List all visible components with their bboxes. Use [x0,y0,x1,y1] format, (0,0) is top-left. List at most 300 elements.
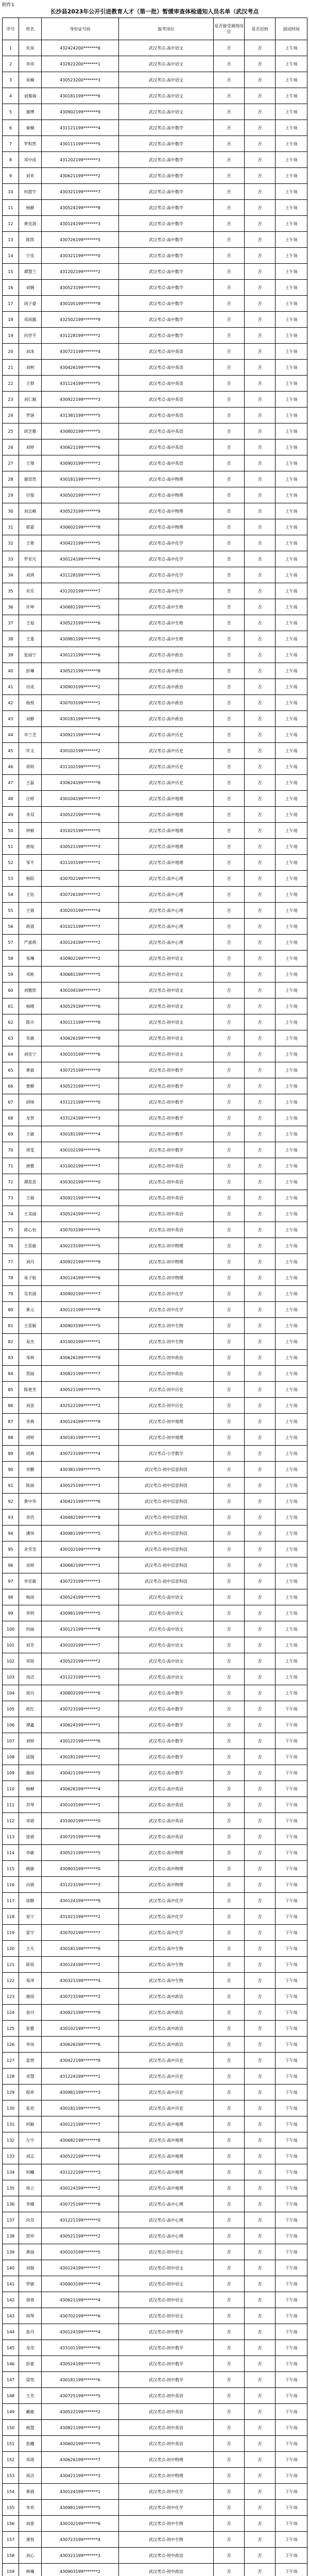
cell-interview-time: 上午场 [276,1190,307,1206]
cell-interview-time: 上午场 [276,775,307,791]
table-row [3,1781,307,1797]
cell-post: 武汉考点-高中物理 [119,487,214,503]
cell-id: 430321199*******0 [42,248,119,264]
table-row [3,1526,307,1541]
cell-interview-time: 下午场 [276,1861,307,1877]
cell-name: 邓倩 [19,1813,42,1829]
table-row [3,2084,307,2100]
cell-id: 430902199*******2 [42,951,119,967]
cell-name: 余雪莹 [19,1541,42,1557]
cell-id: 430725199*******6 [42,2196,119,2212]
cell-interview-time: 上午场 [276,1094,307,1110]
cell-no: 105 [3,1701,19,1717]
cell-name: 张曦 [19,2436,42,2452]
cell-interview-time: 下午场 [276,2037,307,2053]
cell-accept-adjust: 否 [214,1494,245,1510]
cell-post: 武汉考点-高中语文 [119,88,214,104]
cell-interview-time: 上午场 [276,1126,307,1142]
cell-accept-adjust: 否 [214,2324,245,2340]
cell-no: 146 [3,2356,19,2372]
cell-no: 22 [3,376,19,392]
table-row [3,2180,307,2196]
cell-accept-adjust: 否 [214,2148,245,2164]
cell-post: 武汉考点-高中英语 [119,360,214,376]
cell-name: 蒋倩 [19,919,42,935]
cell-id: 430725199*******8 [42,1829,119,1845]
cell-name: 黄佳润 [19,216,42,232]
cell-late: 否 [245,344,276,360]
cell-post: 武汉考点-初中信息科技 [119,1494,214,1510]
cell-interview-time: 上午场 [276,280,307,296]
cell-name: 易子航 [19,1270,42,1286]
cell-late: 否 [245,2164,276,2180]
cell-accept-adjust: 否 [214,168,245,184]
cell-no: 145 [3,2340,19,2356]
cell-interview-time: 上午场 [276,1621,307,1637]
cell-interview-time: 下午场 [276,2564,307,2576]
cell-name: 杨慧 [19,2420,42,2436]
cell-late: 否 [245,40,276,56]
cell-id: 430181199*******6 [42,2372,119,2388]
cell-post: 武汉考点-高中物理 [119,1877,214,1893]
header-late: 是否迟到 [245,18,276,40]
cell-late: 否 [245,1382,276,1398]
cell-no: 114 [3,1845,19,1861]
cell-no: 32 [3,535,19,551]
cell-accept-adjust: 否 [214,2564,245,2576]
attachment-label: 附件1 [2,3,14,8]
cell-id: 430723199*******3 [42,1573,119,1589]
cell-name: 潘伟 [19,1526,42,1541]
table-row [3,1190,307,1206]
cell-late: 否 [245,1254,276,1270]
cell-post: 武汉考点-高中地理 [119,2132,214,2148]
cell-no: 37 [3,615,19,631]
cell-late: 否 [245,1094,276,1110]
cell-interview-time: 上午场 [276,519,307,535]
cell-interview-time: 下午场 [276,2372,307,2388]
cell-late: 否 [245,503,276,519]
cell-post: 武汉考点-高中物理 [119,1845,214,1861]
cell-name: 陈凯 [19,232,42,248]
table-row [3,2340,307,2356]
cell-id: 430181199*******2 [42,1749,119,1765]
cell-accept-adjust: 否 [214,855,245,871]
cell-accept-adjust: 否 [214,280,245,296]
cell-name: 陈丽 [19,1478,42,1494]
cell-late: 否 [245,823,276,839]
cell-id: 430121199*******6 [42,647,119,663]
cell-post: 武汉考点-高中地理 [119,855,214,871]
cell-id: 430381199*******5 [42,1462,119,1478]
cell-no: 135 [3,2180,19,2196]
cell-name: 杨静 [19,200,42,216]
cell-name: 刘芳 [19,1637,42,1653]
cell-accept-adjust: 否 [214,2420,245,2436]
cell-late: 否 [245,2372,276,2388]
cell-id: 432424200*******6 [42,40,119,56]
cell-accept-adjust: 否 [214,1110,245,1126]
cell-post: 武汉考点-高中地理 [119,839,214,855]
cell-accept-adjust: 否 [214,1925,245,1941]
cell-interview-time: 上午场 [276,88,307,104]
cell-interview-time: 上午场 [276,1653,307,1669]
cell-no: 24 [3,408,19,423]
cell-accept-adjust: 否 [214,2021,245,2037]
cell-post: 武汉考点-高中生物 [119,1941,214,1957]
cell-accept-adjust: 否 [214,1350,245,1366]
table-row [3,408,307,423]
cell-name: 易楠 [19,72,42,88]
cell-name: 汤洁 [19,1669,42,1685]
cell-late: 否 [245,935,276,951]
cell-name: 向芬 [19,2212,42,2228]
cell-post: 武汉考点-高中地理 [119,807,214,823]
cell-accept-adjust: 否 [214,1829,245,1845]
cell-name: 陈锐 [19,1957,42,1973]
cell-late: 否 [245,631,276,647]
cell-interview-time: 上午场 [276,647,307,663]
cell-late: 否 [245,1174,276,1190]
table-row [3,871,307,887]
cell-id: 430124199*******2 [42,1957,119,1973]
cell-name: 李鹏 [19,1462,42,1478]
cell-name: 刘婷 [19,1733,42,1749]
table-row [3,312,307,328]
cell-accept-adjust: 否 [214,72,245,88]
cell-id: 430702199*******6 [42,2308,119,2324]
table-row [3,1765,307,1781]
table-row [3,727,307,743]
cell-accept-adjust: 否 [214,2548,245,2564]
cell-post: 武汉考点-初中语文 [119,2260,214,2276]
cell-accept-adjust: 否 [214,998,245,1014]
cell-post: 武汉考点-初中语文 [119,951,214,967]
cell-accept-adjust: 否 [214,823,245,839]
cell-post: 武汉考点-高中语文 [119,72,214,88]
table-row [3,280,307,296]
cell-no: 123 [3,1989,19,2005]
cell-name: 邓瑶 [19,2452,42,2468]
candidate-table [2,18,307,2576]
cell-post: 武汉考点-初中地理 [119,1430,214,1446]
cell-no: 47 [3,775,19,791]
cell-id: 430681199*******5 [42,599,119,615]
cell-no: 153 [3,2468,19,2484]
cell-name: 雷宇 [19,1925,42,1941]
table-row [3,1797,307,1813]
cell-post: 武汉考点-初中数学 [119,2356,214,2372]
cell-id: 431002199*******0 [42,1813,119,1829]
cell-accept-adjust: 否 [214,1334,245,1350]
cell-id: 431103199*******1 [42,855,119,871]
cell-accept-adjust: 否 [214,2452,245,2468]
cell-interview-time: 下午场 [276,1765,307,1781]
cell-late: 否 [245,1078,276,1094]
table-row [3,360,307,376]
cell-no: 82 [3,1334,19,1350]
cell-late: 否 [245,679,276,695]
cell-late: 否 [245,1190,276,1206]
cell-accept-adjust: 否 [214,1206,245,1222]
cell-id: 430726199*******2 [42,887,119,903]
cell-no: 116 [3,1877,19,1893]
cell-interview-time: 上午场 [276,599,307,615]
cell-late: 否 [245,711,276,727]
table-row [3,1318,307,1334]
cell-accept-adjust: 否 [214,1733,245,1749]
table-row [3,328,307,344]
cell-no: 8 [3,152,19,168]
cell-no: 150 [3,2420,19,2436]
cell-accept-adjust: 否 [214,264,245,280]
cell-interview-time: 上午场 [276,711,307,727]
cell-interview-time: 上午场 [276,1573,307,1589]
cell-interview-time: 下午场 [276,2260,307,2276]
table-header-row [3,18,307,40]
cell-no: 39 [3,647,19,663]
cell-name: 肖乐 [19,583,42,599]
cell-post: 武汉考点-高中数学 [119,1685,214,1701]
cell-post: 武汉考点-高中心理 [119,2212,214,2228]
cell-id: 430725199*******5 [42,2388,119,2404]
cell-id: 430902199*******9 [42,104,119,120]
cell-id: 430802199*******6 [42,1685,119,1701]
cell-no: 2 [3,56,19,72]
cell-late: 否 [245,2516,276,2532]
table-row [3,2468,307,2484]
cell-name: 龙佳 [19,2340,42,2356]
cell-accept-adjust: 否 [214,2436,245,2452]
cell-interview-time: 上午场 [276,1062,307,1078]
cell-id: 430723199*******2 [42,1701,119,1717]
table-row [3,423,307,439]
cell-late: 否 [245,2212,276,2228]
table-row [3,296,307,312]
cell-id: 430124199*******7 [42,2260,119,2276]
cell-name: 彭豪 [19,2356,42,2372]
cell-late: 否 [245,1861,276,1877]
cell-name: 王娟 [19,1190,42,1206]
cell-interview-time: 下午场 [276,2100,307,2116]
cell-accept-adjust: 否 [214,1238,245,1254]
table-row [3,1126,307,1142]
cell-no: 141 [3,2276,19,2292]
cell-name: 刘婷 [19,439,42,455]
cell-post: 武汉考点-初中物理 [119,1254,214,1270]
table-row [3,855,307,871]
cell-late: 否 [245,392,276,408]
cell-no: 73 [3,1190,19,1206]
cell-no: 50 [3,823,19,839]
cell-late: 否 [245,1701,276,1717]
cell-late: 否 [245,551,276,567]
cell-no: 107 [3,1733,19,1749]
cell-post: 武汉考点-初中数学 [119,1062,214,1078]
cell-id: 431221199*******0 [42,2212,119,2228]
table-row [3,264,307,280]
cell-post: 武汉考点-高中政治 [119,2021,214,2037]
cell-late: 否 [245,2276,276,2292]
cell-name: 秦楠 [19,120,42,136]
cell-no: 19 [3,328,19,344]
cell-post: 武汉考点-高中历史 [119,727,214,743]
cell-id: 430981199*******3 [42,2084,119,2100]
cell-id: 430102199*******8 [42,1541,119,1557]
cell-name: 李欢 [19,2500,42,2516]
cell-id: 430903199*******2 [42,2564,119,2576]
table-row [3,2388,307,2404]
cell-id: 430682199*******8 [42,2132,119,2148]
cell-late: 否 [245,727,276,743]
table-row [3,967,307,982]
table-row [3,2324,307,2340]
cell-id: 430703199*******1 [42,695,119,711]
cell-late: 否 [245,248,276,264]
table-row [3,120,307,136]
cell-name: 李燕 [19,1414,42,1430]
cell-no: 111 [3,1797,19,1813]
table-row [3,1573,307,1589]
cell-late: 否 [245,1334,276,1350]
cell-interview-time: 上午场 [276,72,307,88]
cell-late: 否 [245,184,276,200]
cell-no: 1 [3,40,19,56]
cell-interview-time: 下午场 [276,1717,307,1733]
cell-late: 否 [245,1526,276,1541]
table-row [3,2292,307,2308]
table-row [3,1637,307,1653]
table-row [3,40,307,56]
cell-post: 武汉考点-高中语文 [119,104,214,120]
cell-interview-time: 上午场 [276,727,307,743]
table-row [3,216,307,232]
cell-id: 430802199*******5 [42,423,119,439]
cell-accept-adjust: 否 [214,1190,245,1206]
cell-id: 430903199*******4 [42,2276,119,2292]
table-row [3,88,307,104]
cell-name: 贺珍 [19,2228,42,2244]
cell-interview-time: 上午场 [276,136,307,152]
table-row [3,1014,307,1030]
cell-interview-time: 下午场 [276,1941,307,1957]
cell-interview-time: 上午场 [276,1286,307,1302]
cell-interview-time: 上午场 [276,1462,307,1478]
cell-interview-time: 下午场 [276,1877,307,1893]
cell-post: 武汉考点-高中数学 [119,264,214,280]
cell-interview-time: 上午场 [276,982,307,998]
cell-interview-time: 下午场 [276,2484,307,2500]
cell-name: 邓锐 [19,1653,42,1669]
cell-accept-adjust: 否 [214,791,245,807]
cell-id: 430181199*******1 [42,1430,119,1446]
cell-accept-adjust: 否 [214,1302,245,1318]
cell-accept-adjust: 否 [214,1142,245,1158]
cell-late: 否 [245,1669,276,1685]
cell-name: 黄中华 [19,1494,42,1510]
cell-name: 李亚敏 [19,1573,42,1589]
cell-no: 154 [3,2484,19,2500]
cell-name: 刘冰 [19,344,42,360]
cell-late: 否 [245,1030,276,1046]
table-row [3,1142,307,1158]
cell-no: 152 [3,2452,19,2468]
cell-late: 否 [245,982,276,998]
cell-post: 武汉考点-高中数学 [119,1749,214,1765]
cell-id: 430102199*******6 [42,1142,119,1158]
cell-interview-time: 上午场 [276,951,307,967]
cell-post: 武汉考点-高中心理 [119,2228,214,2244]
cell-post: 武汉考点-高中政治 [119,679,214,695]
cell-no: 65 [3,1062,19,1078]
cell-id: 430521199*******5 [42,1845,119,1861]
cell-name: 胡子豪 [19,296,42,312]
cell-accept-adjust: 否 [214,1174,245,1190]
cell-interview-time: 上午场 [276,1541,307,1557]
cell-no: 40 [3,663,19,679]
cell-post: 武汉考点-高中英语 [119,344,214,360]
cell-post: 武汉考点-高中数学 [119,312,214,328]
cell-post: 武汉考点-高中生物 [119,615,214,631]
cell-post: 武汉考点-初中语文 [119,982,214,998]
table-row [3,615,307,631]
cell-name: 王旭 [19,615,42,631]
cell-id: 430124199*******3 [42,216,119,232]
cell-accept-adjust: 否 [214,1366,245,1382]
cell-interview-time: 上午场 [276,551,307,567]
cell-accept-adjust: 否 [214,2356,245,2372]
cell-interview-time: 下午场 [276,1701,307,1717]
cell-post: 武汉考点-初中数学 [119,2324,214,2340]
cell-accept-adjust: 否 [214,392,245,408]
cell-no: 84 [3,1366,19,1382]
cell-id: 430521199*******5 [42,1382,119,1398]
cell-name: 何曦 [19,2164,42,2180]
table-row [3,1861,307,1877]
cell-late: 否 [245,1829,276,1845]
cell-late: 否 [245,1014,276,1030]
cell-post: 武汉考点-初中语文 [119,967,214,982]
cell-post: 武汉考点-初中化学 [119,1302,214,1318]
cell-interview-time: 下午场 [276,2069,307,2084]
cell-id: 430621199*******6 [42,439,119,455]
cell-name: 刘仁颖 [19,392,42,408]
cell-late: 否 [245,296,276,312]
cell-accept-adjust: 否 [214,1653,245,1669]
cell-name: 邓慧 [19,2069,42,2084]
cell-interview-time: 上午场 [276,1078,307,1094]
cell-accept-adjust: 否 [214,1573,245,1589]
table-row [3,1158,307,1174]
cell-accept-adjust: 否 [214,2005,245,2021]
cell-interview-time: 上午场 [276,344,307,360]
cell-name: 王美丽 [19,1206,42,1222]
cell-no: 72 [3,1174,19,1190]
cell-no: 27 [3,455,19,471]
cell-id: 431021199*******2 [42,1909,119,1925]
cell-accept-adjust: 否 [214,1318,245,1334]
table-row [3,1174,307,1190]
table-row [3,2404,307,2420]
cell-accept-adjust: 否 [214,2053,245,2069]
cell-name: 姜智 [19,2053,42,2069]
cell-name: 余婷 [19,1557,42,1573]
cell-accept-adjust: 否 [214,1781,245,1797]
cell-post: 武汉考点-初中语文 [119,2308,214,2324]
cell-post: 武汉考点-初中英语 [119,1190,214,1206]
table-row [3,1110,307,1126]
cell-interview-time: 上午场 [276,248,307,264]
